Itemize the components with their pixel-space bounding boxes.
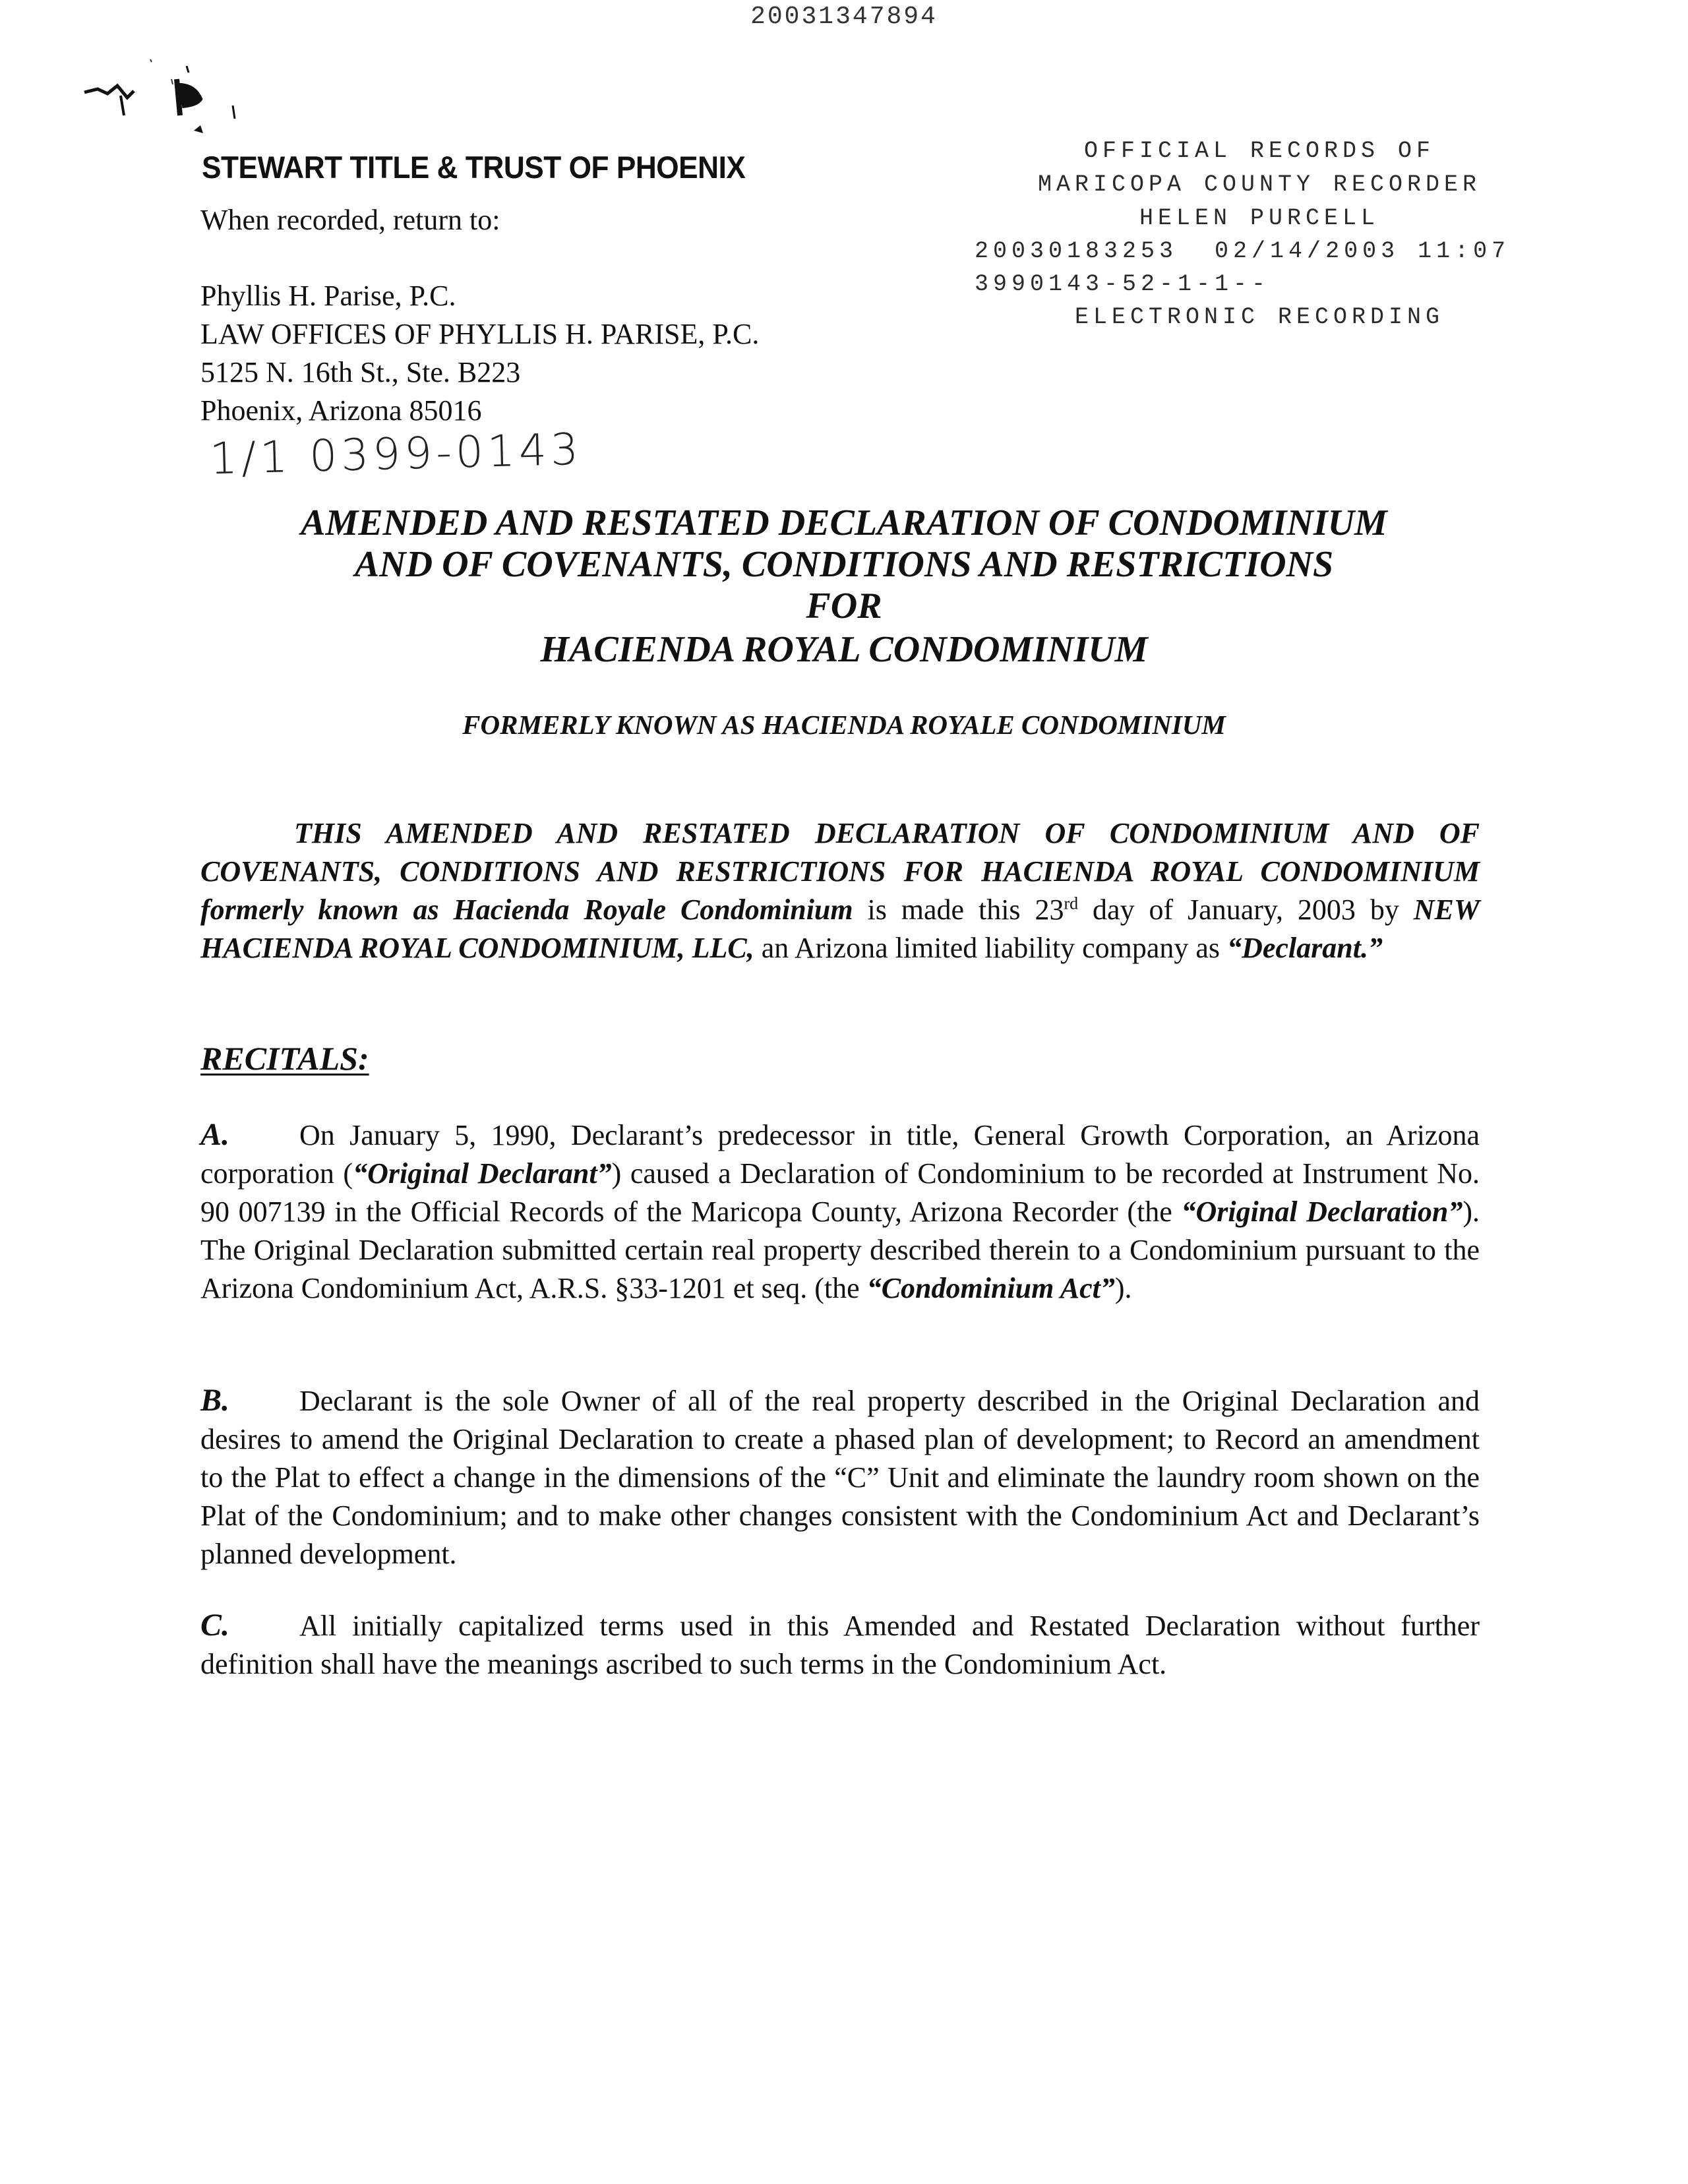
recital-text: All initially capitalized terms used in this Amended and Restated Declaration without further definition shall have the meanings ascribed to such terms in the Condominium Act. (200, 1610, 1480, 1680)
recital-letter: C. (200, 1608, 230, 1643)
document-subtitle: FORMERLY KNOWN AS HACIENDA ROYALE CONDOMINIUM (462, 710, 1226, 740)
intro-text: is made this 23 (853, 894, 1064, 926)
document-title-line: FOR (806, 586, 882, 626)
recital-text: ). (1114, 1272, 1132, 1304)
intro-paragraph (200, 814, 1480, 967)
recital-text: ) caused a Declaration of Condominium to be recorded at Instrument No. 90 007139 in the Official Records of the Maricopa County, Arizona Recorder (the (200, 1157, 1480, 1228)
defined-term: “Condominium Act” (866, 1272, 1115, 1304)
intro-text: an Arizona limited liability company as (754, 932, 1228, 964)
return-address-line: Phoenix, Arizona 85016 (200, 394, 482, 427)
handwritten-reference-number: 1/1 0399-0143 (209, 423, 583, 485)
recording-stamp-line: 3990143-52-1-1-- (975, 271, 1271, 297)
handwritten-scribble-mark (71, 53, 269, 165)
document-title-line: AND OF COVENANTS, CONDITIONS AND RESTRICTIONS (354, 544, 1334, 585)
return-address-line: LAW OFFICES OF PHYLLIS H. PARISE, P.C. (200, 318, 760, 350)
recital-letter: B. (200, 1383, 230, 1418)
recording-stamp-line: ELECTRONIC RECORDING (1074, 304, 1445, 330)
defined-term: “Original Declarant” (353, 1157, 612, 1190)
title-company-name: STEWART TITLE & TRUST OF PHOENIX (202, 150, 746, 185)
recording-stamp-line: OFFICIAL RECORDS OF (1083, 138, 1435, 164)
return-address-line: Phyllis H. Parise, P.C. (200, 280, 456, 312)
document-title-line: AMENDED AND RESTATED DECLARATION OF CONDOMINIUM (301, 502, 1387, 543)
ordinal-suffix: rd (1064, 894, 1079, 913)
declarant-role: “Declarant.” (1227, 932, 1383, 964)
recital-text: Declarant is the sole Owner of all of the real property described in the Original Declaration and desires to amend the Original Declaration to create a phased plan of development; to Record an amendment to the Plat to effect a change in the dimensions of the “C” Unit and eliminate the laundry room shown on the Plat of the Condominium; and to make other changes consistent with the Condominium Act and Declarant’s planned development. (200, 1385, 1480, 1570)
recital-c-paragraph (200, 1606, 1480, 1684)
return-address-line: 5125 N. 16th St., Ste. B223 (200, 356, 521, 388)
recital-letter: A. (200, 1117, 230, 1152)
recital-text: On January 5, 1990, Declarant’s predecessor in title, General Growth Corporation, an Arizona corporation ( (200, 1119, 1480, 1190)
recital-b-paragraph (200, 1381, 1480, 1573)
document-number: 20031347894 (750, 3, 938, 31)
declarant-entity-name: NEW HACIENDA ROYAL CONDOMINIUM, LLC, (200, 894, 1480, 964)
recording-stamp-line: HELEN PURCELL (1139, 205, 1380, 231)
defined-term: “Original Declaration” (1181, 1196, 1463, 1228)
intro-bold-lead: THIS AMENDED AND RESTATED DECLARATION OF CONDOMINIUM AND OF COVENANTS, CONDITIONS AND RESTRICTIONS FOR HACIENDA ROYAL CONDOMINIUM formerly known as Hacienda Royale Condominium (200, 817, 1480, 926)
recitals-heading: RECITALS: (200, 1040, 369, 1077)
recital-text: ). The Original Declaration submitted certain real property described therein to a Condominium pursuant to the Arizona Condominium Act, A.R.S. §33-1201 et seq. (the (200, 1196, 1480, 1304)
return-to-label: When recorded, return to: (200, 204, 500, 236)
recital-a-paragraph (200, 1116, 1480, 1308)
intro-text: day of January, 2003 by (1078, 894, 1414, 926)
recording-stamp-line: MARICOPA COUNTY RECORDER (1037, 171, 1482, 198)
recording-stamp-line: 20030183253 02/14/2003 11:07 (975, 238, 1511, 264)
document-title-line: HACIENDA ROYAL CONDOMINIUM (540, 629, 1148, 670)
